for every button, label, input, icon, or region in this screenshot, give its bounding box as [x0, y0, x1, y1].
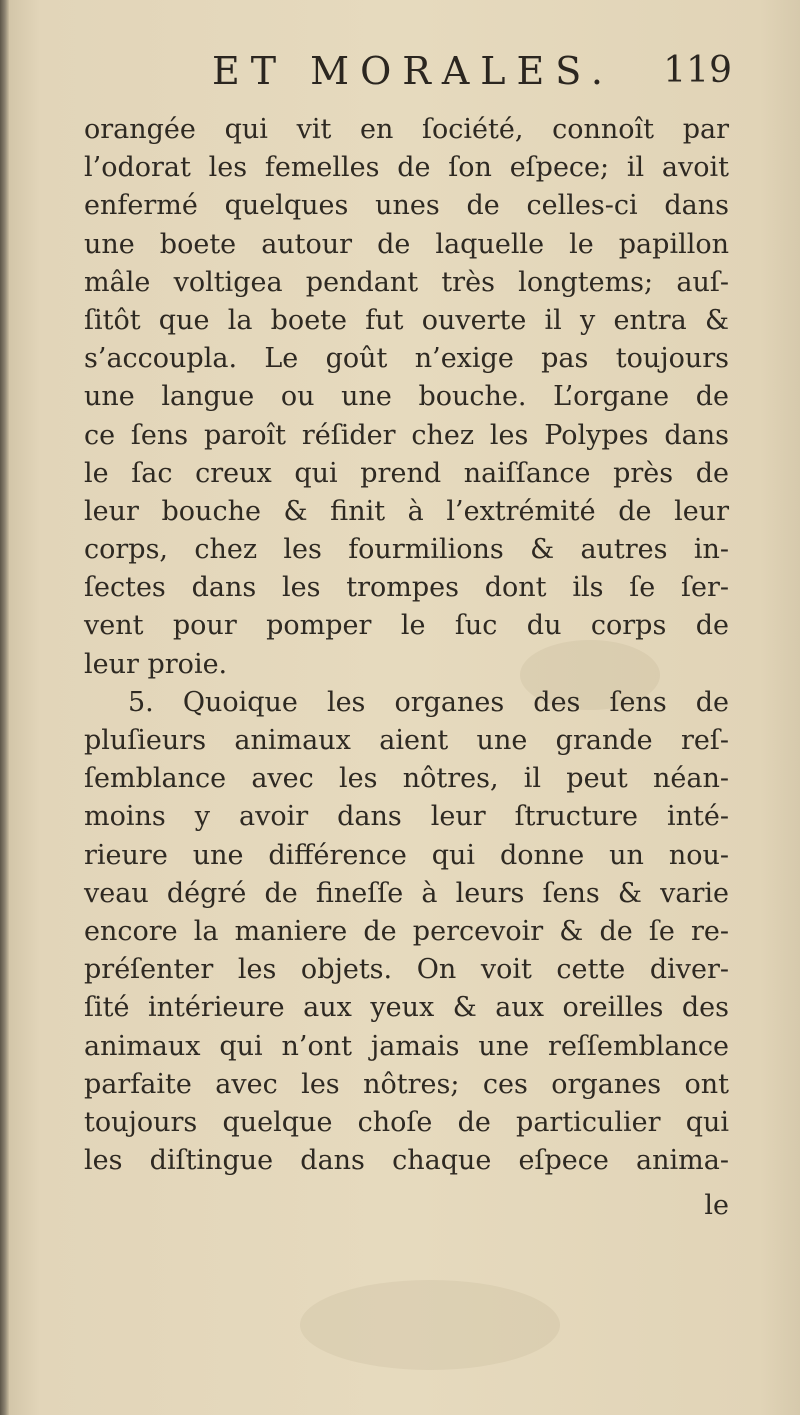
- text-line: animaux qui n’ont jamais une reſſemblance: [84, 1030, 729, 1062]
- catchword: le: [704, 1190, 729, 1221]
- text-line: l’odorat les femelles de ſon eſpece; il avoit: [84, 152, 729, 184]
- text-line: moins y avoir dans leur ſtructure inté-: [84, 801, 729, 833]
- text-line: s’accoupla. Le goût n’exige pas toujours: [84, 343, 729, 375]
- text-line: rieure une différence qui donne un nou-: [84, 839, 729, 871]
- text-line: ſitôt que la boete fut ouverte il y entra &: [84, 304, 729, 336]
- text-line: enfermé quelques unes de celles-ci dans: [84, 190, 729, 222]
- running-title: ET MORALES.: [212, 49, 615, 93]
- text-line: vent pour pomper le ſuc du corps de: [84, 610, 729, 642]
- paper-stain: [300, 1280, 560, 1370]
- text-line: pluſieurs animaux aient une grande reſ-: [84, 725, 729, 756]
- text-line: parfaite avec les nôtres; ces organes ont: [84, 1068, 729, 1100]
- text-line: veau dégré de fineſſe à leurs ſens & varie: [84, 877, 729, 909]
- text-line: les diſtingue dans chaque eſpece anima-: [84, 1145, 729, 1177]
- text-line: ſemblance avec les nôtres, il peut néan-: [84, 763, 729, 795]
- text-line: orangée qui vit en ſociété, connoît par: [84, 114, 729, 145]
- body-text: [84, 111, 729, 1180]
- text-line: corps, chez les fourmilions & autres in-: [84, 534, 729, 566]
- text-line: toujours quelque choſe de particulier qui: [84, 1106, 729, 1138]
- text-line-paragraph-end: leur proie.: [84, 648, 228, 680]
- text-line: préſenter les objets. On voit cette diver-: [84, 954, 729, 986]
- text-line: le ſac creux qui prend naiſſance près de: [84, 457, 729, 489]
- text-line: ſité intérieure aux yeux & aux oreilles des: [84, 992, 729, 1024]
- text-line: encore la maniere de percevoir & de ſe re-: [84, 915, 729, 947]
- text-line: une boete autour de laquelle le papillon: [84, 228, 729, 260]
- text-line: mâle voltigea pendant très longtems; auſ-: [84, 266, 729, 298]
- page-header: [212, 42, 732, 100]
- page-number: 119: [663, 50, 732, 91]
- text-line: ſectes dans les trompes dont ils ſe ſer-: [84, 572, 729, 604]
- text-line: leur bouche & finit à l’extrémité de leur: [84, 495, 729, 527]
- text-line: ce ſens paroît réſider chez les Polypes dans: [84, 419, 729, 451]
- text-line: une langue ou une bouche. L’organe de: [84, 381, 729, 413]
- page-binding-edge: [0, 0, 9, 1415]
- text-line-paragraph-start: 5. Quoique les organes des ſens de: [128, 686, 729, 718]
